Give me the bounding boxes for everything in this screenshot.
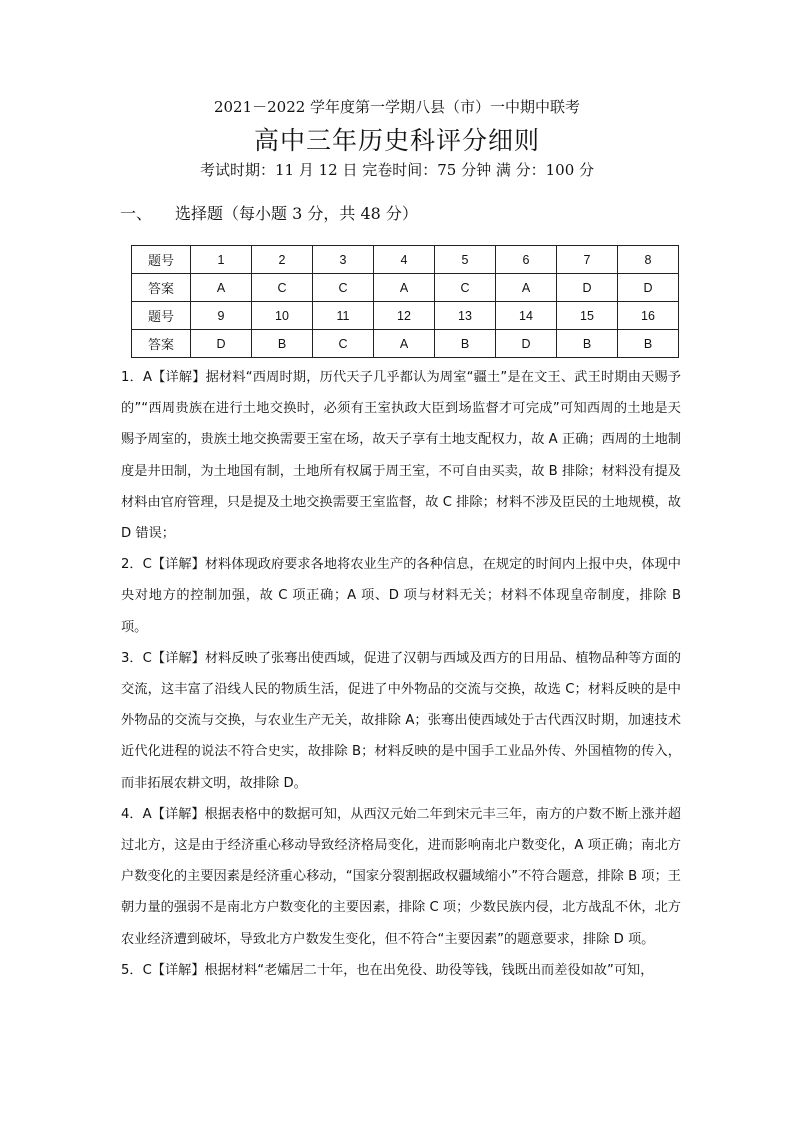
table-cell: B (618, 330, 679, 358)
explanation-paragraph: 4．A【详解】根据表格中的数据可知，从西汉元始二年到宋元丰三年，南方的户数不断上涨并超过北方，这是由于经济重心移动导致经济格局变化，进而影响南北户数变化，A 项正确；南北方户数变化的主要因素是经济重心移动，“国家分裂割据政权疆域缩小”不符合题意，排除 B 项；王朝力量的强弱不是南北方户数变化的主要因素，排除 C 项；少数民族内侵，北方战乱不休，北方农业经济遭到破坏，导致北方户数发生变化，但不符合“主要因素”的题意要求，排除 D 项。 (121, 806, 681, 947)
table-cell: 9 (191, 302, 252, 330)
table-row (132, 302, 679, 330)
table-row (132, 274, 679, 302)
table-cell: A (374, 330, 435, 358)
table-cell: D (191, 330, 252, 358)
table-row (132, 330, 679, 358)
table-cell: B (435, 330, 496, 358)
section-number: 一、 (120, 204, 153, 223)
table-cell: D (618, 274, 679, 302)
table-cell: 8 (618, 246, 679, 274)
table-cell: 16 (618, 302, 679, 330)
table-cell: 1 (191, 246, 252, 274)
table-cell: 15 (557, 302, 618, 330)
table-cell: C (313, 330, 374, 358)
row-label: 答案 (132, 330, 191, 358)
table-cell: A (496, 274, 557, 302)
table-cell: 4 (374, 246, 435, 274)
table-cell: C (435, 274, 496, 302)
explanations-body (121, 362, 681, 986)
table-cell: D (557, 274, 618, 302)
table-cell: 7 (557, 246, 618, 274)
table-cell: C (313, 274, 374, 302)
table-cell: A (191, 274, 252, 302)
table-cell: 14 (496, 302, 557, 330)
row-label: 题号 (132, 302, 191, 330)
row-label: 答案 (132, 274, 191, 302)
table-cell: 6 (496, 246, 557, 274)
section-heading (120, 201, 418, 224)
table-cell: 12 (374, 302, 435, 330)
table-cell: 2 (252, 246, 313, 274)
table-cell: 13 (435, 302, 496, 330)
exam-info: 考试时期：11 月 12 日 完卷时间：75 分钟 满 分：100 分 (199, 161, 595, 179)
table-cell: C (252, 274, 313, 302)
section-title: 选择题（每小题 3 分，共 48 分） (175, 204, 418, 223)
row-label: 题号 (132, 246, 191, 274)
table-cell: 10 (252, 302, 313, 330)
exam-subtitle: 2021－2022 学年度第一学期八县（市）一中期中联考 (213, 98, 581, 116)
table-cell: A (374, 274, 435, 302)
answer-table (131, 245, 679, 358)
table-cell: B (557, 330, 618, 358)
explanation-paragraph: 2．C【详解】材料体现政府要求各地将农业生产的各种信息，在规定的时间内上报中央，体现中央对地方的控制加强，故 C 项正确；A 项、D 项与材料无关；材料不体现皇帝制度，排除 B 项。 (121, 557, 681, 635)
table-cell: 11 (313, 302, 374, 330)
explanation-paragraph: 5．C【详解】根据材料“老孀居二十年，也在出免役、助役等钱，钱既出而差役如故”可知， (121, 962, 654, 978)
table-cell: 3 (313, 246, 374, 274)
table-cell: D (496, 330, 557, 358)
table-cell: 5 (435, 246, 496, 274)
explanation-paragraph: 1．A【详解】据材料“西周时期，历代天子几乎都认为周室“疆土”是在文王、武王时期由天赐予的”“西周贵族在进行土地交换时，必须有王室执政大臣到场监督才可完成”可知西周的土地是天赐予周室的，贵族土地交换需要王室在场，故天子享有土地支配权力，故 A 正确；西周的土地制度是井田制，为土地国有制，土地所有权属于周王室，不可自由买卖，故 B 排除；材料没有提及材料由官府管理，只是提及土地交换需要王室监督，故 C 排除；材料不涉及臣民的土地规模，故 D 错误； (121, 370, 681, 542)
table-cell: B (252, 330, 313, 358)
table-row (132, 246, 679, 274)
explanation-paragraph: 3．C【详解】材料反映了张骞出使西域，促进了汉朝与西域及西方的日用品、植物品种等方面的交流，这丰富了沿线人民的物质生活，促进了中外物品的交流与交换，故选 C；材料反映的是中外物品的交流与交换，与农业生产无关，故排除 A；张骞出使西域处于古代西汉时期，加速技术近代化进程的说法不符合史实，故排除 B；材料反映的是中国手工业品外传、外国植物的传入，而非拓展农耕文明，故排除 D。 (121, 650, 681, 791)
page-title: 高中三年历史科评分细则 (253, 126, 540, 155)
